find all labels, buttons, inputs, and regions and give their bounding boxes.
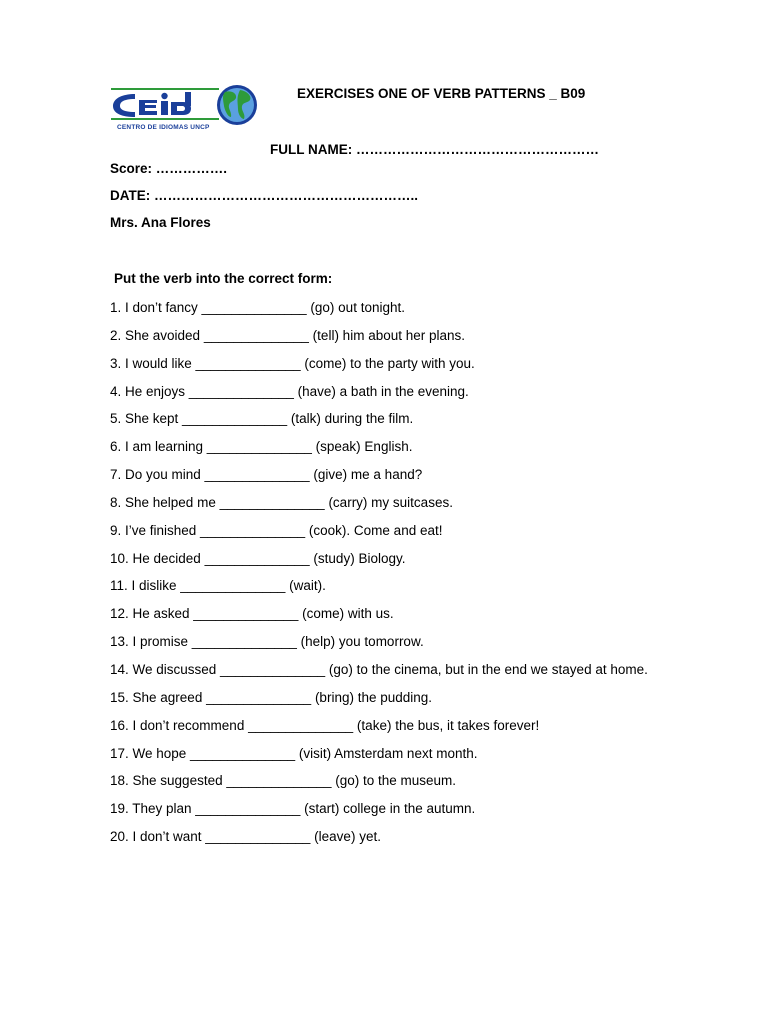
- exercise-item: 2. She avoided ______________ (tell) him about her plans.: [110, 327, 466, 343]
- exercise-item: 1. I don’t fancy ______________ (go) out tonight.: [110, 300, 405, 315]
- exercise-item: 13. I promise ______________ (help) you tomorrow.: [110, 634, 424, 650]
- exercise-item: 17. We hope ______________ (visit) Amsterdam next month.: [110, 745, 478, 761]
- date-field: DATE: …………………………………………………..: [110, 188, 418, 203]
- exercise-item: 3. I would like ______________ (come) to the party with you.: [110, 355, 475, 371]
- ceid-logo: [109, 84, 259, 132]
- logo-caption: CENTRO DE IDIOMAS UNCP: [117, 124, 210, 131]
- score-field: Score: …………….: [110, 161, 228, 176]
- exercise-item: 6. I am learning ______________ (speak) English.: [110, 439, 413, 455]
- exercise-item: 14. We discussed ______________ (go) to the cinema, but in the end we stayed at home.: [110, 661, 648, 677]
- exercise-item: 4. He enjoys ______________ (have) a bath in the evening.: [110, 383, 469, 399]
- worksheet-title: EXERCISES ONE OF VERB PATTERNS _ B09: [297, 86, 586, 101]
- exercise-item: 7. Do you mind ______________ (give) me a hand?: [110, 467, 423, 483]
- exercise-item: 18. She suggested ______________ (go) to the museum.: [110, 773, 457, 789]
- exercise-item: 11. I dislike ______________ (wait).: [110, 578, 326, 594]
- exercise-item: 8. She helped me ______________ (carry) my suitcases.: [110, 494, 453, 510]
- teacher-name: Mrs. Ana Flores: [110, 215, 211, 230]
- full-name-field: FULL NAME: ………………………………………………: [270, 142, 599, 157]
- exercise-item: 10. He decided ______________ (study) Biology.: [110, 550, 406, 566]
- exercise-item: 16. I don’t recommend ______________ (take) the bus, it takes forever!: [110, 717, 540, 733]
- exercise-item: 12. He asked ______________ (come) with us.: [110, 606, 394, 622]
- exercise-item: 5. She kept ______________ (talk) during the film.: [110, 411, 414, 427]
- exercise-item: 15. She agreed ______________ (bring) the pudding.: [110, 689, 433, 705]
- exercise-item: 19. They plan ______________ (start) college in the autumn.: [110, 801, 476, 817]
- exercise-list: [110, 299, 656, 856]
- instructions: Put the verb into the correct form:: [114, 271, 333, 286]
- exercise-item: 9. I’ve finished ______________ (cook). Come and eat!: [110, 522, 443, 538]
- exercise-item: 20. I don’t want ______________ (leave) yet.: [110, 829, 381, 845]
